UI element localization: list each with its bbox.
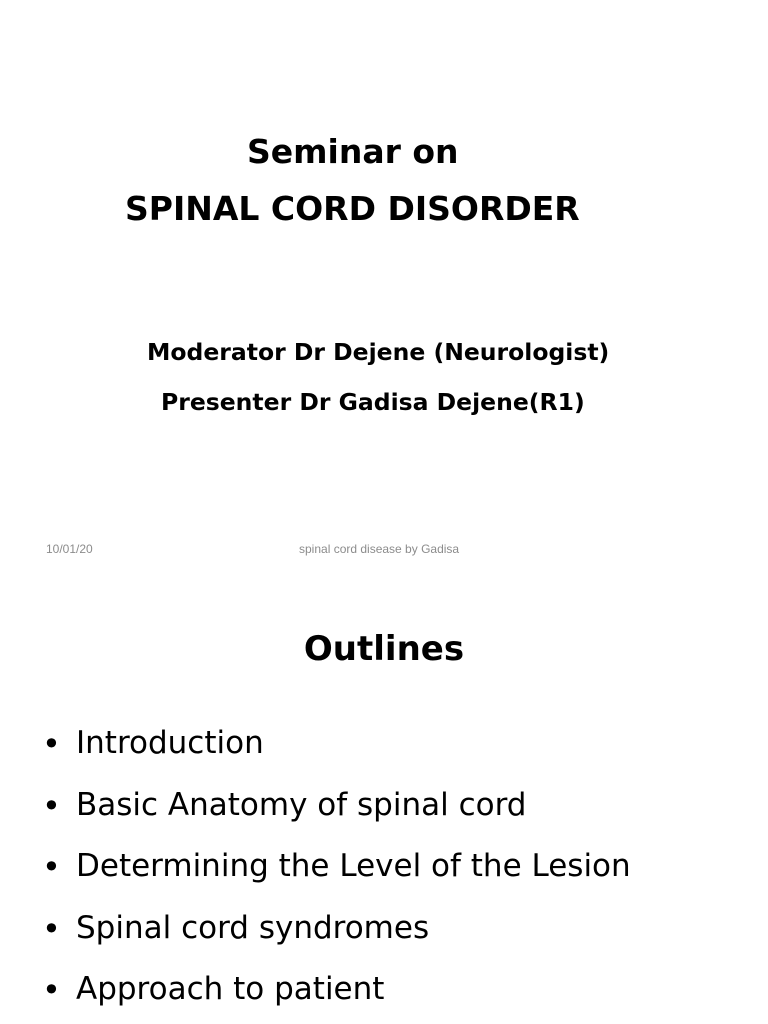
outline-slide xyxy=(0,576,768,1024)
outline-item-label: Approach to patient xyxy=(76,971,385,1007)
footer-caption: spinal cord disease by Gadisa xyxy=(299,542,460,556)
footer-date: 10/01/20 xyxy=(46,542,93,556)
bullet-icon: • xyxy=(42,848,61,886)
outline-item-label: Introduction xyxy=(76,725,264,761)
slide-title-line-1: Seminar on xyxy=(247,132,459,171)
outline-item-label: Basic Anatomy of spinal cord xyxy=(76,787,527,823)
bullet-icon: • xyxy=(42,971,61,1009)
outline-title: Outlines xyxy=(303,629,465,669)
presenter-line: Presenter Dr Gadisa Dejene(R1) xyxy=(161,388,585,416)
bullet-icon: • xyxy=(42,787,61,825)
moderator-line: Moderator Dr Dejene (Neurologist) xyxy=(147,338,610,366)
bullet-icon: • xyxy=(42,725,61,763)
outline-item-label: Spinal cord syndromes xyxy=(76,910,430,946)
bullet-icon: • xyxy=(42,910,61,948)
slide-title-line-2: SPINAL CORD DISORDER xyxy=(125,189,580,228)
outline-item-label: Determining the Level of the Lesion xyxy=(76,848,631,884)
